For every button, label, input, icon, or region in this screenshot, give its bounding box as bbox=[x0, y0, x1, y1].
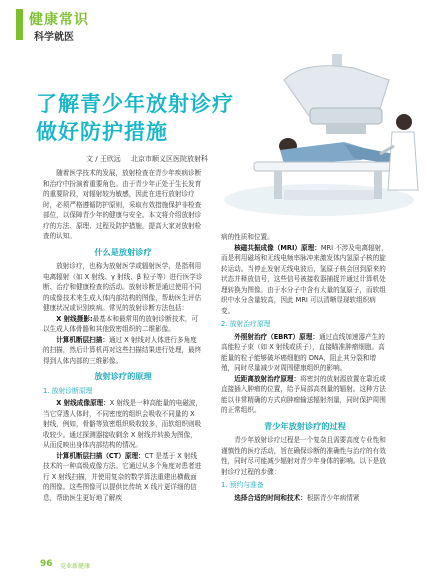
paragraph-xray-principle: X 射线成像原理：X 射线是一种高能量的电磁波，当它穿透人体时，不同密度的组织会吸收不同量的 X 射线，例如，骨骼等致密组织吸收较多，而软组织则吸收较少。通过探测器接收剩余 X 射线并转换为图像，从而反映出身体内部结构的情况。 bbox=[43, 399, 203, 449]
column-subtitle: 科学就医 bbox=[34, 32, 74, 43]
ct-scanner-illustration bbox=[214, 50, 420, 228]
paragraph-brachy: 近距离放射治疗原理：将密封的放射源放置在靠近或直接插入肿瘤的位置，给予局部高剂量的辐射。这种方法能以非常精确的方式向肿瘤输送辐射剂量，同时保护周围的正常组织。 bbox=[221, 374, 386, 414]
right-column bbox=[221, 232, 389, 503]
byline bbox=[86, 154, 216, 164]
article-title-line1: 了解青少年放射诊疗 bbox=[36, 92, 234, 116]
subheading-therapy-principle: 2. 放射治疗原理 bbox=[221, 320, 271, 328]
intro-paragraph: 随着医学技术的发展，放射检查在青少年疾病诊断和治疗中扮演着重要角色。由于青少年正处于生长发育的重要阶段，对辐射较为敏感，因此在进行放射诊疗时，必须严格遵循防护原则，采取有效措施保护非检查部位，以保障青少年的健康与安全。本文将介绍放射诊疗的方法、原理、过程及防护措施，提高大家对放射检查的认知。 bbox=[43, 169, 202, 240]
byline-org: 北京市顺义区医院放射科 bbox=[131, 155, 209, 163]
magazine-name: 竞业新健康 bbox=[60, 563, 91, 570]
subheading-preparation: 1. 预约与准备 bbox=[221, 481, 264, 489]
section-heading-process: 青少年放射诊疗的过程 bbox=[264, 420, 346, 431]
paragraph-process: 青少年放射诊疗过程是一个复杂且需要高度专业性和谨慎性的医疗活动，旨在确保诊断的准确性与治疗的有效性，同时尽可能减少辐射对青少年身体的影响。以下是放射诊疗过程的步骤： bbox=[221, 436, 386, 476]
column-title: 健康常识 bbox=[29, 12, 89, 28]
subheading-diagnosis-principle: 1. 放射诊断原理 bbox=[43, 386, 93, 395]
section-color-bar bbox=[16, 9, 23, 40]
label-xray: X 射线摄影: bbox=[56, 314, 93, 323]
byline-author: 文 / 王欣远 bbox=[86, 155, 121, 163]
paragraph-continuation: 病的性质和位置。 bbox=[221, 233, 274, 241]
paragraph-ct: 计算机断层扫描：通过 X 射线对人体进行多角度的扫描，然后计算机再对这些扫描结果进行处理，最终得到人体内部的三维影像。 bbox=[43, 335, 202, 365]
paragraph-preparation: 选择合适的时间和技术：根据青少年病情紧 bbox=[234, 493, 360, 502]
paragraph-mri: 核磁共振成像（MRI）原理：MRI 不涉及电离辐射，而是利用磁场和无线电频率脉冲来激发体内氢原子核的旋转运动。当停止发射无线电波后，氢原子核会回到原来的状态并释放信号，这些信号被接收器捕捉并通过计算机处理转换为图像。由于水分子中含有大量的氢原子，而软组织中水分含量较高，因此 MRI 可以清晰显现软组织病变。 bbox=[221, 243, 388, 315]
page-number: 96 bbox=[40, 559, 53, 569]
label-ct: 计算机断层扫描： bbox=[56, 335, 109, 344]
section-heading-what-is: 什么是放射诊疗 bbox=[94, 246, 152, 257]
article-title-line2: 做好防护措施 bbox=[36, 120, 168, 144]
paragraph-ebrt: 外照射治疗（EBRT）原理：通过直线加速器产生的高能粒子束（如 X 射线或质子），直接瞄准肿瘤细胞。高能量的粒子能够破坏癌细胞的 DNA，阻止其分裂和增殖，同时尽量减少对周围健康组织的影响。 bbox=[221, 332, 385, 372]
paragraph-ct-principle: 计算机断层扫描（CT）原理：CT 是基于 X 射线技术的一种高级成像方法。它通过从多个角度对患者进行 X 射线扫描，并使用复杂的数学算法重建出横截面的图像。这些图像可以提供比传统 X 线片更详细的信息，帮助医生更好地了解疾 bbox=[43, 451, 202, 502]
left-column bbox=[43, 168, 203, 503]
paragraph-xray: X 射线摄影:最基本和最常用的放射诊断技术，可以生成人体骨骼和其他致密组织的二维影像。 bbox=[43, 314, 199, 333]
section-heading-principle: 放射诊疗的原理 bbox=[94, 371, 152, 381]
paragraph-definition: 放射诊疗，也称为放射医学或辐射医学，是指利用电离辐射（如 X 射线、γ 射线、β 粒子等）进行医学诊断、治疗和健康检查的活动。放射诊断是通过使用不同的成像技术来生成人体内部结构的图像，帮助医生评估健康状况或识别疾病。常见的放射诊断方法包括： bbox=[43, 262, 203, 312]
